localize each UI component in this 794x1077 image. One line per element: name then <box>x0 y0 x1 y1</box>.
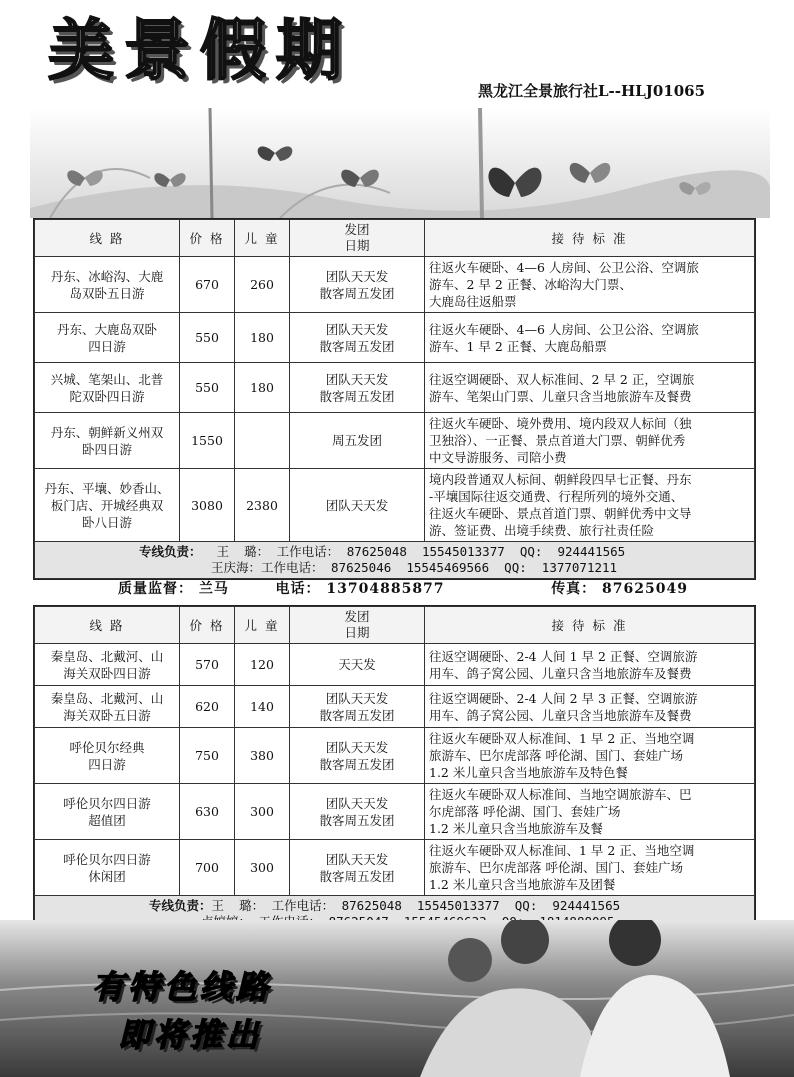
price: 670 <box>180 257 235 313</box>
table-row <box>35 469 755 542</box>
page-title: 美景假期 <box>48 12 352 89</box>
departure: 团队天天发 散客周五发团 <box>290 784 425 840</box>
header-price: 价 格 <box>180 607 235 644</box>
contact-line: 专线负责：王 璐： 工作电话： 87625048 15545013377 QQ: 924441565 <box>149 898 621 913</box>
child-price <box>235 413 290 469</box>
route-table-2 <box>34 606 755 933</box>
route-name: 呼伦贝尔四日游 超值团 <box>35 784 180 840</box>
quality-supervision: 质量监督： 兰马 电话： 13704885877 传真： 87625049 <box>118 578 688 598</box>
price: 550 <box>180 313 235 363</box>
route-name: 秦皇岛、北戴河、山 海关双卧四日游 <box>35 644 180 686</box>
butterfly-decoration <box>30 108 770 218</box>
header-child: 儿 童 <box>235 220 290 257</box>
route-name: 呼伦贝尔四日游 休闲团 <box>35 840 180 896</box>
contact-info <box>35 542 755 579</box>
table-row <box>35 784 755 840</box>
contact-line: 专线负责： 王 璐： 工作电话： 87625048 15545013377 QQ: 924441565 <box>139 544 626 559</box>
departure: 团队天天发 散客周五发团 <box>290 257 425 313</box>
table-row <box>35 686 755 728</box>
route-name: 丹东、大鹿岛双卧 四日游 <box>35 313 180 363</box>
service-standard: 往返空调硬卧、2-4 人间 1 早 2 正餐、空调旅游 用车、鸽子窝公园、儿童只含当地旅游车及餐费 <box>425 644 755 686</box>
service-standard: 往返火车硬卧双人标准间、1 早 2 正、当地空调 旅游车、巴尔虎部落 呼伦湖、国门、套娃广场 1.2 米儿童只含当地旅游车及团餐 <box>425 840 755 896</box>
table-row <box>35 313 755 363</box>
route-name: 丹东、平壤、妙香山、 板门店、开城经典双 卧八日游 <box>35 469 180 542</box>
table-row <box>35 644 755 686</box>
table-row <box>35 413 755 469</box>
departure: 团队天天发 散客周五发团 <box>290 313 425 363</box>
child-price: 300 <box>235 840 290 896</box>
price: 700 <box>180 840 235 896</box>
child-price: 180 <box>235 313 290 363</box>
service-standard: 往返空调硬卧、2-4 人间 2 早 3 正餐、空调旅游 用车、鸽子窝公园、儿童只含当地旅游车及餐费 <box>425 686 755 728</box>
table-row <box>35 257 755 313</box>
child-price: 120 <box>235 644 290 686</box>
agency-name: 黑龙江全景旅行社L--HLJ01065 <box>478 82 706 100</box>
child-price: 140 <box>235 686 290 728</box>
departure: 团队天天发 散客周五发团 <box>290 840 425 896</box>
price: 630 <box>180 784 235 840</box>
header-departure: 发团 日期 <box>290 220 425 257</box>
child-price: 260 <box>235 257 290 313</box>
child-price: 380 <box>235 728 290 784</box>
service-standard: 往返火车硬卧、境外费用、境内段双人标间（独 卫独浴）、一正餐、景点首道大门票、朝鲜优秀 中文导游服务、司陪小费 <box>425 413 755 469</box>
slogan-line-1: 有特色线路 <box>92 968 273 1006</box>
service-standard: 往返火车硬卧、4—6 人房间、公卫公浴、空调旅 游车、1 早 2 正餐、大鹿岛船票 <box>425 313 755 363</box>
child-price: 2380 <box>235 469 290 542</box>
price: 550 <box>180 363 235 413</box>
header-standard: 接 待 标 准 <box>425 220 755 257</box>
price: 570 <box>180 644 235 686</box>
departure: 天天发 <box>290 644 425 686</box>
child-price: 180 <box>235 363 290 413</box>
departure: 团队天天发 散客周五发团 <box>290 363 425 413</box>
service-standard: 往返火车硬卧双人标准间、当地空调旅游车、巴 尔虎部落 呼伦湖、国门、套娃广场 1.2 米儿童只含当地旅游车及餐 <box>425 784 755 840</box>
table-row <box>35 363 755 413</box>
header-child: 儿 童 <box>235 607 290 644</box>
price: 3080 <box>180 469 235 542</box>
departure: 团队天天发 散客周五发团 <box>290 686 425 728</box>
header-route: 线 路 <box>35 607 180 644</box>
supervision-phone: 电话： 13704885877 <box>275 581 445 597</box>
route-name: 丹东、冰峪沟、大鹿 岛双卧五日游 <box>35 257 180 313</box>
route-name: 秦皇岛、北戴河、山 海关双卧五日游 <box>35 686 180 728</box>
departure: 周五发团 <box>290 413 425 469</box>
contact-line: 王庆海：工作电话： 87625046 15545469566 QQ: 1377071211 <box>211 560 618 575</box>
header-standard: 接 待 标 准 <box>425 607 755 644</box>
slogan-line-2: 即将推出 <box>118 1016 263 1054</box>
service-standard: 往返空调硬卧、双人标准间、2 早 2 正，空调旅 游车、笔架山门票、儿童只含当地旅游车及餐费 <box>425 363 755 413</box>
supervision-fax: 传真： 87625049 <box>551 581 688 597</box>
departure: 团队天天发 散客周五发团 <box>290 728 425 784</box>
contact-row <box>35 542 755 579</box>
departure: 团队天天发 <box>290 469 425 542</box>
table-row <box>35 840 755 896</box>
price: 1550 <box>180 413 235 469</box>
header-route: 线 路 <box>35 220 180 257</box>
service-standard: 往返火车硬卧双人标准间、1 早 2 正、当地空调 旅游车、巴尔虎部落 呼伦湖、国门、套娃广场 1.2 米儿童只含当地旅游车及特色餐 <box>425 728 755 784</box>
header-departure: 发团 日期 <box>290 607 425 644</box>
service-standard: 往返火车硬卧、4—6 人房间、公卫公浴、空调旅 游车、2 早 2 正餐、冰峪沟大门票、 大鹿岛往返船票 <box>425 257 755 313</box>
route-name: 呼伦贝尔经典 四日游 <box>35 728 180 784</box>
route-name: 兴城、笔架山、北普 陀双卧四日游 <box>35 363 180 413</box>
price: 620 <box>180 686 235 728</box>
route-name: 丹东、朝鲜新义州双 卧四日游 <box>35 413 180 469</box>
price: 750 <box>180 728 235 784</box>
route-table-1 <box>34 219 755 579</box>
table-row <box>35 728 755 784</box>
child-price: 300 <box>235 784 290 840</box>
header-price: 价 格 <box>180 220 235 257</box>
service-standard: 境内段普通双人标间、朝鲜段四早七正餐、丹东 -平壤国际往返交通费、行程所列的境外交通、 往返火车硬卧、景点首道门票、朝鲜优秀中文导 游、签证费、出境手续费、旅行社责任险 <box>425 469 755 542</box>
